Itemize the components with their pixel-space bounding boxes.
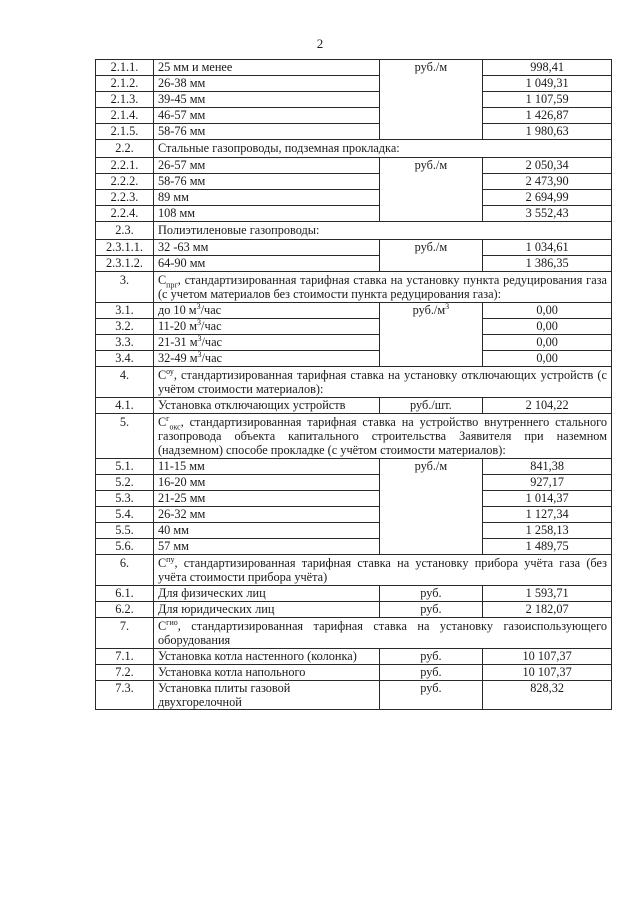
item-name: 16-20 мм (153, 475, 379, 491)
unit-cell: руб./м (379, 60, 483, 140)
row-number: 3. (96, 272, 154, 303)
unit-cell: руб./шт. (379, 398, 483, 414)
item-name: 57 мм (153, 539, 379, 555)
table-row (96, 507, 612, 523)
section-row (96, 367, 612, 398)
unit-cell: руб. (379, 665, 483, 681)
row-number: 2.1.3. (96, 92, 154, 108)
table-row (96, 539, 612, 555)
unit-cell: руб. (379, 681, 483, 710)
section-title: $C_{прг}$, стандартизированная тарифная ставка на установку пункта редуцирования газа (с учетом материалов без стоимости пункта редуцирования газа): (153, 272, 611, 303)
price-cell: 0,00 (483, 303, 612, 319)
row-number: 4.1. (96, 398, 154, 414)
item-name: 40 мм (153, 523, 379, 539)
table-row (96, 240, 612, 256)
price-cell: 1 127,34 (483, 507, 612, 523)
section-row (96, 140, 612, 158)
section-row (96, 414, 612, 459)
table-row (96, 303, 612, 319)
item-name: 21-31 $м^3$/час (153, 335, 379, 351)
row-number: 2.2.3. (96, 190, 154, 206)
item-name: 26-38 мм (153, 76, 379, 92)
unit-cell: руб. (379, 586, 483, 602)
unit-cell: руб. (379, 602, 483, 618)
price-cell: 1 386,35 (483, 256, 612, 272)
row-number: 2.2.2. (96, 174, 154, 190)
row-number: 6.2. (96, 602, 154, 618)
item-name: Для физических лиц (153, 586, 379, 602)
section-row (96, 555, 612, 586)
price-cell: 1 980,63 (483, 124, 612, 140)
row-number: 6. (96, 555, 154, 586)
row-number: 3.3. (96, 335, 154, 351)
price-cell: 1 258,13 (483, 523, 612, 539)
row-number: 5.6. (96, 539, 154, 555)
table-row (96, 158, 612, 174)
table-row (96, 60, 612, 76)
price-cell: 1 014,37 (483, 491, 612, 507)
price-cell: 0,00 (483, 335, 612, 351)
section-title: $C^{гио}$, стандартизированная тарифная ставка на установку газоиспользующего оборудования (153, 618, 611, 649)
row-number: 2.1.2. (96, 76, 154, 92)
row-number: 5.4. (96, 507, 154, 523)
section-title: Полиэтиленовые газопроводы: (153, 222, 611, 240)
item-name: Для юридических лиц (153, 602, 379, 618)
price-cell: 0,00 (483, 319, 612, 335)
table-row (96, 398, 612, 414)
section-row (96, 272, 612, 303)
price-cell: 828,32 (483, 681, 612, 710)
row-number: 3.4. (96, 351, 154, 367)
table-row (96, 108, 612, 124)
unit-cell: руб. (379, 649, 483, 665)
table-row (96, 319, 612, 335)
unit-cell: руб./м (379, 459, 483, 555)
row-number: 2.3. (96, 222, 154, 240)
table-row (96, 649, 612, 665)
table-row (96, 665, 612, 681)
item-name: 58-76 мм (153, 174, 379, 190)
unit-cell: руб./м (379, 240, 483, 272)
item-name: Установка котла напольного (153, 665, 379, 681)
row-number: 2.3.1.2. (96, 256, 154, 272)
item-name: 58-76 мм (153, 124, 379, 140)
table-row (96, 586, 612, 602)
item-name: 11-20 $м^3$/час (153, 319, 379, 335)
item-name: 39-45 мм (153, 92, 379, 108)
row-number: 3.2. (96, 319, 154, 335)
row-number: 2.2.1. (96, 158, 154, 174)
price-cell: 1 593,71 (483, 586, 612, 602)
section-title: Стальные газопроводы, подземная прокладка: (153, 140, 611, 158)
row-number: 2.1.1. (96, 60, 154, 76)
section-row (96, 618, 612, 649)
unit-cell: руб./м (379, 158, 483, 222)
item-name: 21-25 мм (153, 491, 379, 507)
price-cell: 841,38 (483, 459, 612, 475)
price-cell: 998,41 (483, 60, 612, 76)
price-cell: 0,00 (483, 351, 612, 367)
row-number: 5.2. (96, 475, 154, 491)
table-row (96, 256, 612, 272)
item-name: 64-90 мм (153, 256, 379, 272)
row-number: 3.1. (96, 303, 154, 319)
tariff-table-body (96, 60, 612, 710)
page-number: 2 (316, 36, 324, 51)
row-number: 7.3. (96, 681, 154, 710)
section-title: $C^г_{окс}$, стандартизированная тарифная ставка на устройство внутреннего стального газопровода объекта капитального строительства Заявителя при наземном (надземном) способе прокладке (с учётом стоимости материалов): (153, 414, 611, 459)
table-row (96, 475, 612, 491)
row-number: 7.2. (96, 665, 154, 681)
item-name: 26-32 мм (153, 507, 379, 523)
row-number: 7. (96, 618, 154, 649)
price-cell: 2 050,34 (483, 158, 612, 174)
price-cell: 2 104,22 (483, 398, 612, 414)
section-title: $C^{оу}$, стандартизированная тарифная ставка на установку отключающих устройств (с учётом стоимости материалов): (153, 367, 611, 398)
table-row (96, 335, 612, 351)
price-cell: 2 694,99 (483, 190, 612, 206)
price-cell: 10 107,37 (483, 665, 612, 681)
price-cell: 1 489,75 (483, 539, 612, 555)
section-title: $C^{пу}$, стандартизированная тарифная ставка на установку прибора учёта газа (без учёта стоимости прибора учёта) (153, 555, 611, 586)
table-row (96, 190, 612, 206)
item-name: Установка плиты газовой двухгорелочной (153, 681, 379, 710)
row-number: 5. (96, 414, 154, 459)
item-name: 11-15 мм (153, 459, 379, 475)
item-name: 46-57 мм (153, 108, 379, 124)
item-name: 32 -63 мм (153, 240, 379, 256)
row-number: 2.1.5. (96, 124, 154, 140)
price-cell: 1 034,61 (483, 240, 612, 256)
row-number: 7.1. (96, 649, 154, 665)
price-cell: 1 049,31 (483, 76, 612, 92)
table-row (96, 351, 612, 367)
item-name: до 10 $м^3$/час (153, 303, 379, 319)
row-number: 2.2.4. (96, 206, 154, 222)
table-row (96, 681, 612, 710)
price-cell: 1 426,87 (483, 108, 612, 124)
table-row (96, 206, 612, 222)
price-cell: 2 182,07 (483, 602, 612, 618)
item-name: 26-57 мм (153, 158, 379, 174)
unit-cell: $руб./м^3$ (379, 303, 483, 367)
table-row (96, 523, 612, 539)
row-number: 5.1. (96, 459, 154, 475)
table-row (96, 459, 612, 475)
price-cell: 927,17 (483, 475, 612, 491)
table-row (96, 174, 612, 190)
row-number: 2.3.1.1. (96, 240, 154, 256)
price-cell: 1 107,59 (483, 92, 612, 108)
table-row (96, 92, 612, 108)
price-cell: 3 552,43 (483, 206, 612, 222)
table-row (96, 602, 612, 618)
item-name: Установка котла настенного (колонка) (153, 649, 379, 665)
table-row (96, 491, 612, 507)
item-name: 32-49 $м^3$/час (153, 351, 379, 367)
table-row (96, 124, 612, 140)
price-cell: 10 107,37 (483, 649, 612, 665)
item-name: 25 мм и менее (153, 60, 379, 76)
row-number: 2.2. (96, 140, 154, 158)
row-number: 4. (96, 367, 154, 398)
section-row (96, 222, 612, 240)
item-name: 108 мм (153, 206, 379, 222)
row-number: 6.1. (96, 586, 154, 602)
item-name: Установка отключающих устройств (153, 398, 379, 414)
table-row (96, 76, 612, 92)
tariff-table (95, 59, 612, 710)
row-number: 5.5. (96, 523, 154, 539)
price-cell: 2 473,90 (483, 174, 612, 190)
item-name: 89 мм (153, 190, 379, 206)
row-number: 5.3. (96, 491, 154, 507)
row-number: 2.1.4. (96, 108, 154, 124)
